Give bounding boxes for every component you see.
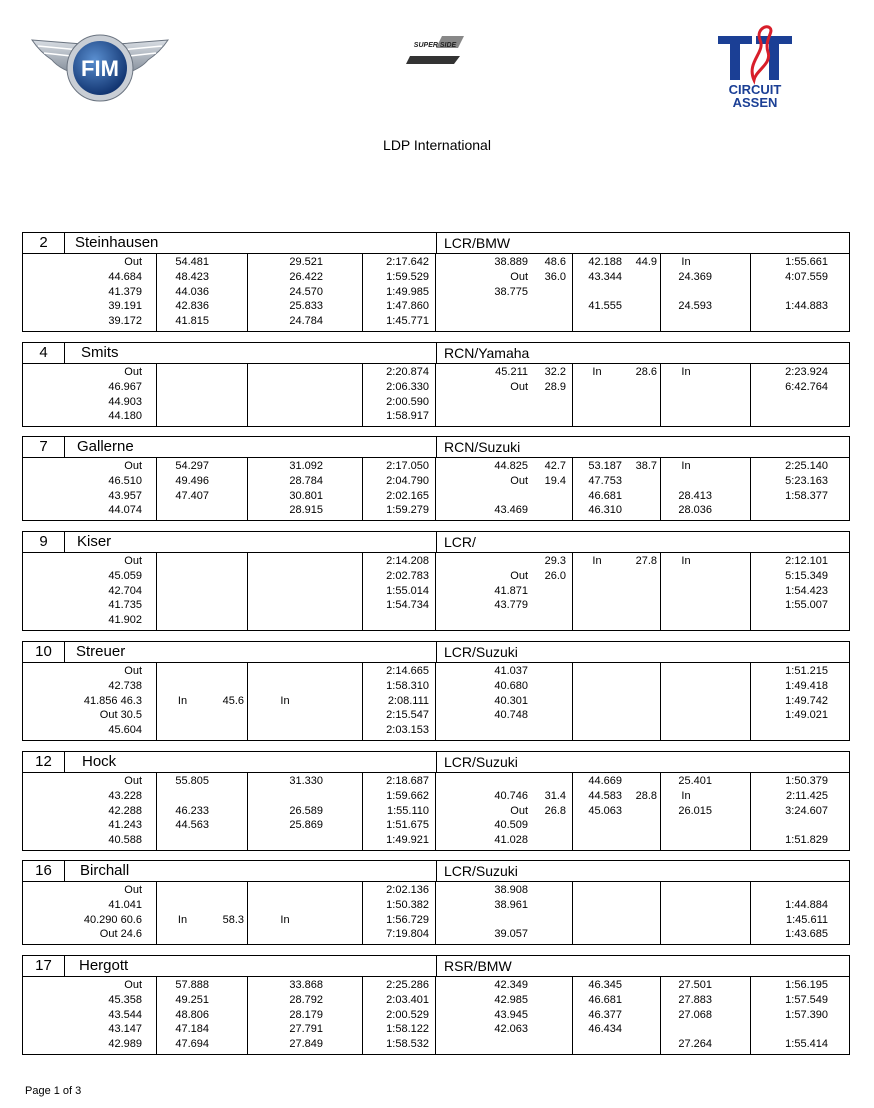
lap-cell: 1:49.921 xyxy=(386,834,429,847)
lap-cell: 46.967 xyxy=(108,380,142,393)
lap-cell: In xyxy=(681,555,691,567)
lap-cell: 43.779 xyxy=(494,599,528,612)
lap-cell: 27.068 xyxy=(678,1008,712,1021)
lap-cell: 46.434 xyxy=(588,1023,622,1036)
lap-cell: 55.805 xyxy=(175,775,209,787)
lap-cell: 40.748 xyxy=(494,709,528,722)
lap-cell: 49.496 xyxy=(175,474,209,487)
column-divider xyxy=(572,882,573,944)
lap-cell: 44.583 xyxy=(588,789,622,802)
rider-block xyxy=(22,641,850,741)
rider-block xyxy=(22,751,850,851)
lap-cell: 1:54.423 xyxy=(785,584,828,597)
rider-machine: LCR/Suzuki xyxy=(444,863,518,879)
lap-cell: 39.172 xyxy=(108,315,142,328)
rider-number: 7 xyxy=(23,437,65,457)
lap-cell: 38.961 xyxy=(494,898,528,911)
lap-cell: 24.570 xyxy=(289,285,323,298)
rider-name: Birchall xyxy=(80,862,130,879)
lap-cell: 1:57.549 xyxy=(785,993,828,1006)
lap-cell: 46.510 xyxy=(108,474,142,487)
rider-header xyxy=(22,531,850,553)
lap-cell: 1:51.675 xyxy=(386,819,429,832)
header-divider xyxy=(436,233,437,253)
lap-cell: 45.604 xyxy=(108,724,142,737)
lap-cell: 45.358 xyxy=(108,993,142,1006)
lap-cell: 44.903 xyxy=(108,395,142,408)
lap-cell: 41.856 46.3 xyxy=(83,694,142,707)
lap-cell: 7:19.804 xyxy=(386,928,429,941)
lap-cell: 31.330 xyxy=(289,775,323,787)
rider-header xyxy=(22,955,850,977)
lap-cell: 1:56.729 xyxy=(386,913,429,926)
lap-cell: 44.684 xyxy=(108,270,142,283)
lap-cell: 44.180 xyxy=(108,410,142,423)
lap-cell: 1:49.021 xyxy=(785,709,828,722)
lap-cell: 38.7 xyxy=(635,460,657,472)
lap-table xyxy=(22,364,850,427)
lap-cell: 1:58.917 xyxy=(386,410,429,423)
rider-number: 16 xyxy=(23,861,65,881)
lap-cell: 1:49.418 xyxy=(785,679,828,692)
header-divider xyxy=(436,532,437,552)
rider-name: Hergott xyxy=(79,957,129,974)
lap-cell: 25.869 xyxy=(289,819,323,832)
lap-cell: 28.9 xyxy=(544,380,566,393)
lap-cell: 46.345 xyxy=(588,979,622,991)
lap-cell: 5:23.163 xyxy=(785,474,828,487)
header-divider xyxy=(436,437,437,457)
header-divider xyxy=(436,956,437,976)
lap-cell: 44.563 xyxy=(175,819,209,832)
lap-cell: 45.059 xyxy=(108,569,142,582)
lap-cell: 43.469 xyxy=(494,504,528,517)
lap-cell: 42.704 xyxy=(108,584,142,597)
rider-number: 12 xyxy=(23,752,65,772)
lap-cell: 1:45.771 xyxy=(386,315,429,328)
lap-cell: 39.057 xyxy=(494,928,528,941)
rider-number: 4 xyxy=(23,343,65,363)
lap-cell: 27.264 xyxy=(678,1038,712,1051)
rider-header xyxy=(22,342,850,364)
lap-cell: 33.868 xyxy=(289,979,323,991)
lap-cell: 26.015 xyxy=(678,804,712,817)
lap-table xyxy=(22,773,850,851)
rider-number: 9 xyxy=(23,532,65,552)
lap-cell: 2:14.665 xyxy=(386,665,429,677)
rider-header xyxy=(22,436,850,458)
lap-cell: 24.369 xyxy=(678,270,712,283)
rider-header xyxy=(22,232,850,254)
lap-cell: In xyxy=(681,256,691,268)
lap-cell: 28.8 xyxy=(635,789,657,802)
lap-cell: 45.211 xyxy=(495,366,528,378)
lap-cell: 24.784 xyxy=(289,315,323,328)
lap-cell: 42.738 xyxy=(108,679,142,692)
lap-cell: In xyxy=(592,555,602,567)
header-divider xyxy=(436,752,437,772)
lap-cell: 54.481 xyxy=(175,256,209,268)
lap-cell: 2:20.874 xyxy=(386,366,429,378)
lap-cell: 27.883 xyxy=(678,993,712,1006)
lap-cell: 6:42.764 xyxy=(785,380,828,393)
lap-cell: In xyxy=(280,913,290,926)
lap-cell: 1:59.662 xyxy=(386,789,429,802)
lap-cell: 1:47.860 xyxy=(386,300,429,313)
lap-cell: 2:23.924 xyxy=(785,366,828,378)
lap-cell: 1:59.529 xyxy=(386,270,429,283)
rider-header xyxy=(22,751,850,773)
lap-cell: 28.784 xyxy=(289,474,323,487)
lap-cell: 40.301 xyxy=(494,694,528,707)
lap-cell: 1:59.279 xyxy=(386,504,429,517)
lap-cell: 1:58.532 xyxy=(386,1038,429,1051)
lap-cell: 32.2 xyxy=(544,366,566,378)
rider-machine: LCR/BMW xyxy=(444,235,511,251)
page-indicator: Page 1 of 3 xyxy=(25,1085,82,1097)
lap-cell: 26.589 xyxy=(289,804,323,817)
lap-cell: 43.147 xyxy=(108,1023,142,1036)
lap-table xyxy=(22,663,850,741)
svg-text:ASSEN: ASSEN xyxy=(732,95,778,110)
lap-cell: 26.8 xyxy=(544,804,566,817)
lap-cell: 1:51.215 xyxy=(785,665,828,677)
lap-cell: Out xyxy=(124,979,142,991)
rider-block xyxy=(22,531,850,631)
lap-table xyxy=(22,553,850,631)
rider-block xyxy=(22,955,850,1055)
lap-cell: 28.915 xyxy=(289,504,323,517)
lap-cell: 2:11.425 xyxy=(785,789,828,802)
lap-cell: In xyxy=(177,913,188,926)
lap-cell: 31.4 xyxy=(544,789,566,802)
lap-cell: 41.379 xyxy=(108,285,142,298)
lap-cell: 57.888 xyxy=(175,979,209,991)
lap-cell: 40.290 60.6 xyxy=(83,913,142,926)
lap-cell: 1:51.829 xyxy=(785,834,828,847)
rider-number: 10 xyxy=(23,642,65,662)
lap-cell: 40.588 xyxy=(108,834,142,847)
lap-cell: Out xyxy=(510,804,528,817)
lap-cell: 41.028 xyxy=(494,834,528,847)
lap-cell: 2:02.783 xyxy=(386,569,429,582)
lap-cell: 28.413 xyxy=(678,489,712,502)
lap-cell: 2:14.208 xyxy=(386,555,429,567)
column-divider xyxy=(247,553,248,630)
lap-cell: 1:50.379 xyxy=(785,775,828,787)
rider-block xyxy=(22,232,850,332)
lap-cell: 1:49.985 xyxy=(386,285,429,298)
lap-cell: Out xyxy=(510,270,528,283)
lap-cell: 58.3 xyxy=(222,913,244,926)
lap-cell: 2:25.140 xyxy=(785,460,828,472)
svg-text:CIRCUIT: CIRCUIT xyxy=(728,82,782,97)
lap-cell: 42.063 xyxy=(494,1023,528,1036)
lap-cell: 2:02.136 xyxy=(386,884,429,896)
lap-cell: 1:55.414 xyxy=(785,1038,828,1051)
lap-cell: 44.669 xyxy=(588,775,622,787)
rider-name: Streuer xyxy=(76,643,126,660)
lap-cell: 41.902 xyxy=(108,614,142,627)
lap-cell: 2:17.642 xyxy=(386,256,429,268)
lap-cell: 47.407 xyxy=(175,489,209,502)
lap-cell: 46.233 xyxy=(175,804,209,817)
lap-cell: 26.0 xyxy=(544,569,566,582)
lap-cell: 1:55.014 xyxy=(386,584,429,597)
rider-name: Kiser xyxy=(77,533,112,550)
lap-cell: 1:58.377 xyxy=(785,489,828,502)
lap-cell: 53.187 xyxy=(588,460,622,472)
lap-cell: 1:58.122 xyxy=(386,1023,429,1036)
lap-cell: 2:18.687 xyxy=(386,775,429,787)
lap-cell: 47.694 xyxy=(175,1038,209,1051)
lap-cell: In xyxy=(681,460,691,472)
lap-cell: 45.6 xyxy=(222,694,244,707)
rider-machine: LCR/ xyxy=(444,534,476,550)
rider-block xyxy=(22,436,850,521)
lap-cell: 42.836 xyxy=(175,300,209,313)
tt-circuit-assen-logo xyxy=(716,22,794,110)
lap-cell: 54.297 xyxy=(175,460,209,472)
fim-logo xyxy=(30,30,170,102)
column-divider xyxy=(660,882,661,944)
lap-cell: 28.036 xyxy=(678,504,712,517)
lap-cell: 27.8 xyxy=(635,555,657,567)
lap-cell: 1:55.110 xyxy=(386,804,429,817)
column-divider xyxy=(660,663,661,740)
lap-cell: 1:43.685 xyxy=(785,928,828,941)
rider-machine: RCN/Yamaha xyxy=(444,345,530,361)
lap-cell: 44.036 xyxy=(175,285,209,298)
svg-text:FIM: FIM xyxy=(81,56,119,81)
lap-cell: 43.344 xyxy=(588,270,622,283)
lap-cell: 25.833 xyxy=(289,300,323,313)
svg-text:SUPER SIDE: SUPER SIDE xyxy=(413,42,457,49)
header-divider xyxy=(436,642,437,662)
lap-cell: 44.825 xyxy=(494,460,528,472)
lap-cell: 2:04.790 xyxy=(386,474,429,487)
lap-cell: 2:03.153 xyxy=(386,724,429,737)
lap-cell: 42.288 xyxy=(108,804,142,817)
lap-cell: 28.6 xyxy=(635,366,657,378)
lap-cell: 27.791 xyxy=(289,1023,323,1036)
lap-cell: Out xyxy=(124,884,142,896)
rider-name: Hock xyxy=(82,753,117,770)
lap-cell: Out xyxy=(124,460,142,472)
lap-cell: 2:00.529 xyxy=(386,1008,429,1021)
lap-cell: In xyxy=(681,789,691,802)
lap-cell: 2:03.401 xyxy=(386,993,429,1006)
lap-cell: 2:08.111 xyxy=(387,694,429,707)
lap-cell: Out xyxy=(124,555,142,567)
rider-name: Smits xyxy=(81,344,119,361)
lap-cell: 1:44.883 xyxy=(785,300,828,313)
lap-cell: 1:45.611 xyxy=(785,913,828,926)
lap-cell: 1:58.310 xyxy=(386,679,429,692)
lap-cell: 28.179 xyxy=(289,1008,323,1021)
lap-cell: Out xyxy=(124,665,142,677)
lap-cell: 1:57.390 xyxy=(785,1008,828,1021)
lap-cell: 29.521 xyxy=(289,256,323,268)
lap-cell: Out 24.6 xyxy=(99,928,142,941)
lap-cell: In xyxy=(177,694,188,707)
rider-block xyxy=(22,342,850,427)
column-divider xyxy=(247,364,248,426)
lap-cell: 42.7 xyxy=(544,460,566,472)
column-divider xyxy=(572,663,573,740)
lap-cell: 27.501 xyxy=(678,979,712,991)
rider-header xyxy=(22,641,850,663)
lap-cell: 2:02.165 xyxy=(386,489,429,502)
lap-cell: 43.957 xyxy=(108,489,142,502)
lap-cell: 42.989 xyxy=(108,1038,142,1051)
lap-cell: 4:07.559 xyxy=(785,270,828,283)
lap-cell: 1:55.007 xyxy=(785,599,828,612)
lap-cell: 19.4 xyxy=(544,474,566,487)
lap-cell: In xyxy=(592,366,602,378)
lap-cell: 46.681 xyxy=(588,993,622,1006)
lap-cell: 2:00.590 xyxy=(386,395,429,408)
lap-cell: 42.349 xyxy=(494,979,528,991)
lap-cell: 1:55.661 xyxy=(785,256,828,268)
lap-cell: 1:50.382 xyxy=(386,898,429,911)
lap-cell: 44.9 xyxy=(635,256,657,268)
lap-cell: Out 30.5 xyxy=(99,709,142,722)
lap-cell: 41.243 xyxy=(108,819,142,832)
lap-cell: 48.423 xyxy=(175,270,209,283)
lap-cell: 5:15.349 xyxy=(785,569,828,582)
lap-cell: 46.377 xyxy=(588,1008,622,1021)
lap-cell: 3:24.607 xyxy=(785,804,828,817)
lap-cell: 46.310 xyxy=(588,504,622,517)
lap-cell: 38.775 xyxy=(494,285,528,298)
lap-cell: Out xyxy=(510,474,528,487)
lap-cell: 1:49.742 xyxy=(785,694,828,707)
lap-cell: 40.509 xyxy=(494,819,528,832)
lap-cell: 43.544 xyxy=(108,1008,142,1021)
column-divider xyxy=(156,553,157,630)
rider-name: Steinhausen xyxy=(75,234,159,251)
lap-cell: 27.849 xyxy=(289,1038,323,1051)
lap-cell: Out xyxy=(510,569,528,582)
lap-cell: 30.801 xyxy=(289,489,323,502)
lap-cell: 46.681 xyxy=(588,489,622,502)
lap-cell: 48.6 xyxy=(544,256,566,268)
lap-cell: In xyxy=(280,694,290,707)
lap-cell: 44.074 xyxy=(108,504,142,517)
lap-cell: 24.593 xyxy=(678,300,712,313)
rider-machine: LCR/Suzuki xyxy=(444,644,518,660)
rider-number: 2 xyxy=(23,233,65,253)
lap-cell: 47.753 xyxy=(588,474,622,487)
lap-cell: 28.792 xyxy=(289,993,323,1006)
lap-cell: 47.184 xyxy=(175,1023,209,1036)
lap-cell: 43.945 xyxy=(494,1008,528,1021)
lap-cell: 41.555 xyxy=(588,300,622,313)
document-title: LDP International xyxy=(383,137,491,153)
lap-cell: 42.188 xyxy=(588,256,622,268)
lap-cell: 39.191 xyxy=(108,300,142,313)
lap-cell: 41.037 xyxy=(494,665,528,677)
lap-cell: In xyxy=(681,366,691,378)
lap-cell: 36.0 xyxy=(544,270,566,283)
lap-cell: 2:25.286 xyxy=(386,979,429,991)
rider-machine: RSR/BMW xyxy=(444,958,512,974)
lap-cell: Out xyxy=(124,366,142,378)
lap-cell: 41.815 xyxy=(175,315,209,328)
lap-table xyxy=(22,882,850,945)
lap-cell: 29.3 xyxy=(544,555,566,567)
lap-cell: Out xyxy=(510,380,528,393)
rider-machine: LCR/Suzuki xyxy=(444,754,518,770)
lap-cell: 41.871 xyxy=(494,584,528,597)
lap-cell: Out xyxy=(124,775,142,787)
header-divider xyxy=(436,343,437,363)
lap-cell: 26.422 xyxy=(289,270,323,283)
lap-cell: 40.746 xyxy=(494,789,528,802)
lap-cell: 42.985 xyxy=(494,993,528,1006)
column-divider xyxy=(156,364,157,426)
lap-cell: 1:44.884 xyxy=(785,898,828,911)
lap-cell: 48.806 xyxy=(175,1008,209,1021)
lap-cell: Out xyxy=(124,256,142,268)
lap-cell: 38.889 xyxy=(494,256,528,268)
lap-cell: 49.251 xyxy=(175,993,209,1006)
lap-cell: 2:06.330 xyxy=(386,380,429,393)
rider-block xyxy=(22,860,850,945)
lap-cell: 40.680 xyxy=(494,679,528,692)
lap-cell: 41.735 xyxy=(108,599,142,612)
rider-machine: RCN/Suzuki xyxy=(444,439,521,455)
header-divider xyxy=(436,861,437,881)
lap-cell: 2:17.050 xyxy=(386,460,429,472)
lap-cell: 25.401 xyxy=(678,775,712,787)
superside-logo xyxy=(402,34,468,68)
rider-name: Gallerne xyxy=(77,438,134,455)
lap-cell: 1:54.734 xyxy=(386,599,429,612)
rider-header xyxy=(22,860,850,882)
lap-cell: 2:15.547 xyxy=(386,709,429,722)
lap-cell: 2:12.101 xyxy=(785,555,828,567)
rider-number: 17 xyxy=(23,956,65,976)
lap-table xyxy=(22,254,850,332)
lap-cell: 41.041 xyxy=(108,898,142,911)
lap-cell: 43.228 xyxy=(108,789,142,802)
lap-cell: 1:56.195 xyxy=(785,979,828,991)
lap-cell: 31.092 xyxy=(289,460,323,472)
lap-cell: 38.908 xyxy=(494,884,528,896)
lap-table xyxy=(22,977,850,1055)
lap-table xyxy=(22,458,850,521)
lap-cell: 45.063 xyxy=(588,804,622,817)
